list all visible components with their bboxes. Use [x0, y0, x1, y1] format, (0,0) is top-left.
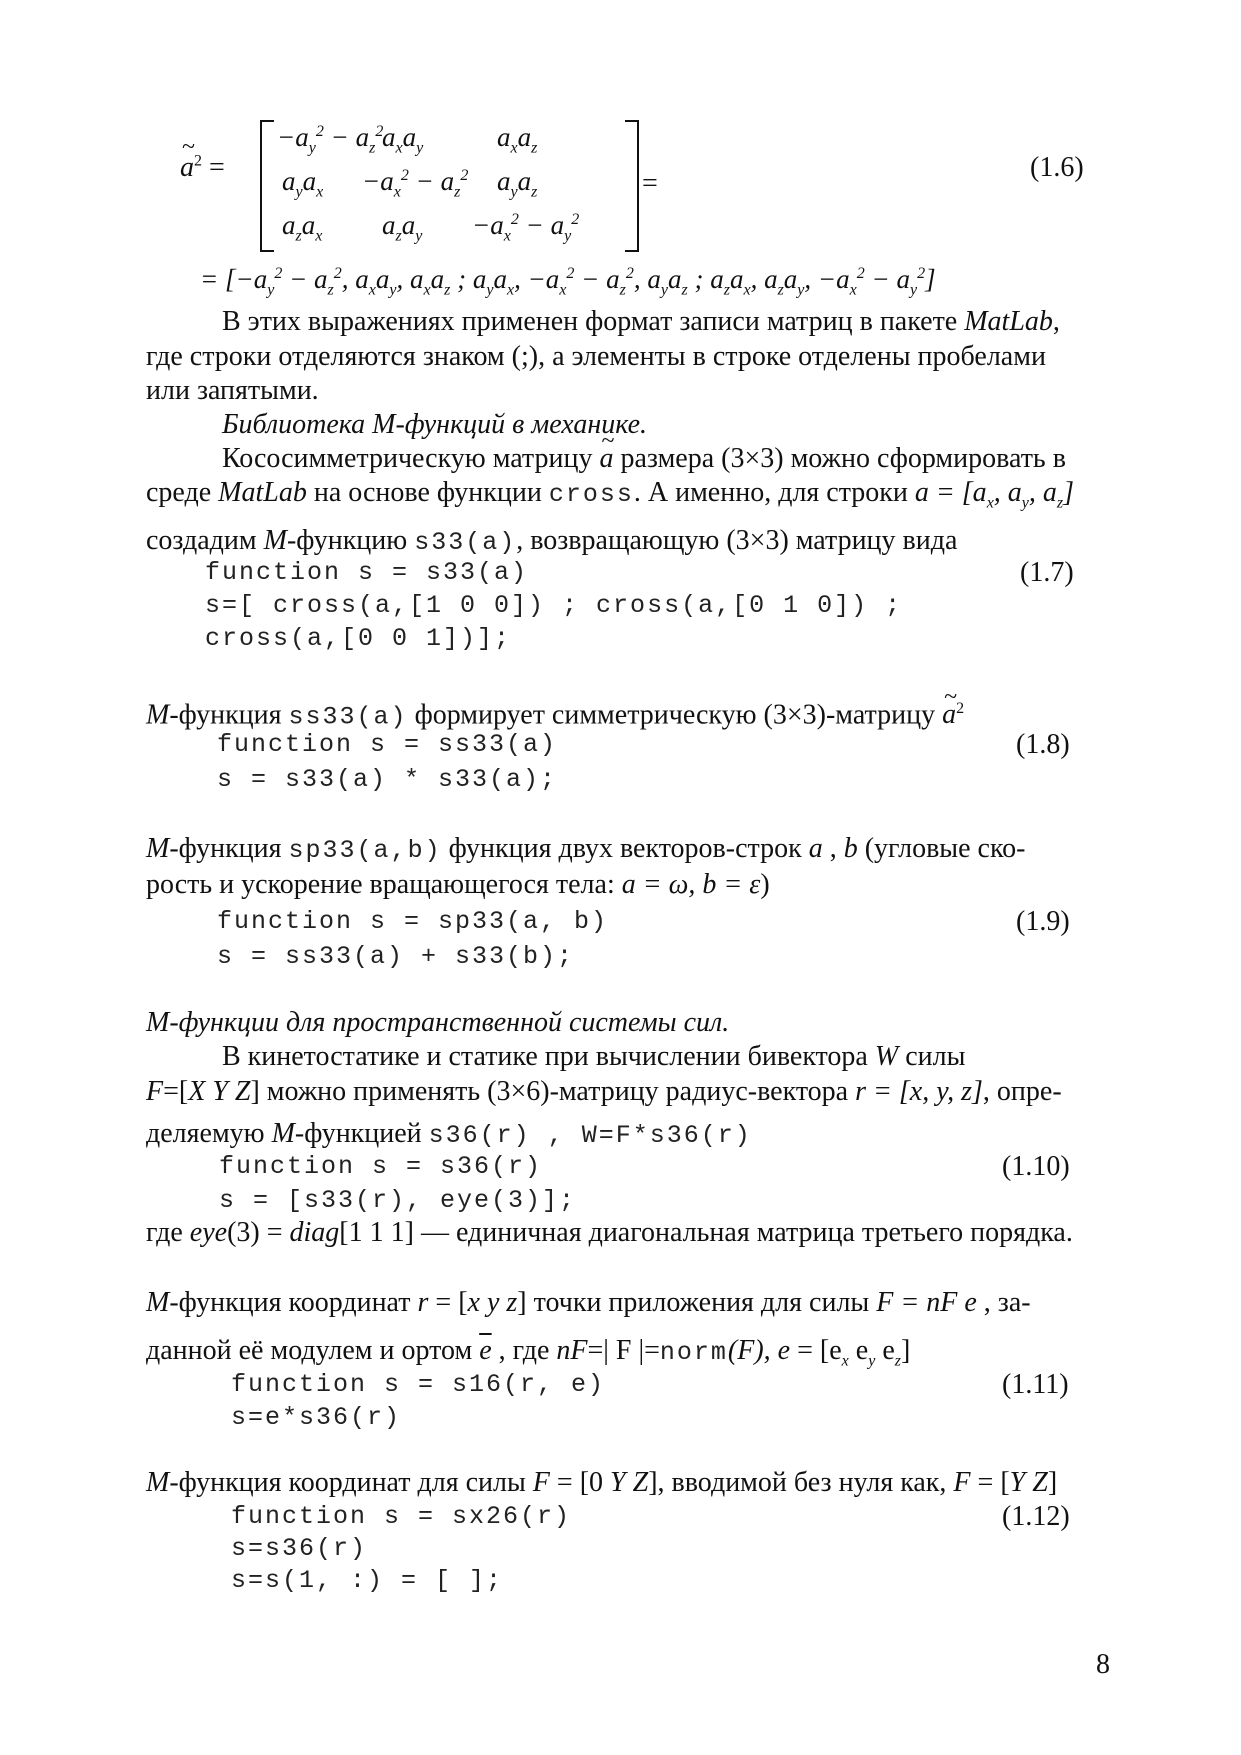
p3-line3: деляемую M-функцией s36(r) , W=F*s36(r) — [146, 1118, 752, 1150]
code-line: function s = s16(r, e) — [231, 1370, 606, 1399]
eq16-matrix — [260, 120, 639, 252]
text-19-line2: рость и ускорение вращающегося тела: a = ω, b = ε) — [146, 869, 770, 900]
matrix-cell: $a_ya_z$ — [497, 166, 538, 201]
p1-line3: или запятыми. — [146, 375, 319, 406]
code-number: (1.12) — [1002, 1501, 1070, 1532]
code-line: s = ss33(a) + s33(b); — [217, 942, 575, 971]
code-line: s = s33(a) * s33(a); — [217, 765, 558, 794]
p1-line2: где строки отделяются знаком (;), а элементы в строке отделены пробелами — [146, 341, 1046, 372]
matrix-cell: $a_ya_x$ — [282, 166, 324, 201]
code-line: function s = s36(r) — [219, 1152, 543, 1181]
text-19-line1: M-функция sp33(a,b) функция двух векторов-строк a , b (угловые ско- — [146, 833, 1026, 865]
eq16-flat: = [$-a_y^2 - a_z^2$, $a_xa_y$, $a_xa_z$ ; $a_ya_x$, $-a_x^2 - a_z^2$, $a_ya_z$ ; $a_za_x$, $a_za_y$, $-a_x^2 - a_y^2$] — [200, 264, 936, 299]
code-line: s=e*s36(r) — [231, 1403, 402, 1432]
matrix-cell: $a_za_y$ — [382, 210, 423, 245]
p1-line1: В этих выражениях применен формат записи матриц в пакете MatLab, — [222, 306, 1060, 337]
code-line: s=[ cross(a,[1 0 0]) ; cross(a,[0 1 0]) ; — [205, 591, 903, 620]
p2-line3: создадим M-функцию s33(a), возвращающую (3×3) матрицу вида — [146, 525, 958, 557]
p2-line2: среде MatLab на основе функции cross. А именно, для строки $a = [a_x$, $a_y$, $a_z$] — [146, 477, 1075, 512]
text-18: M-функция ss33(a) формирует симметрическую (3×3)-матрицу a ~$^2$ — [146, 692, 964, 734]
code-number: (1.9) — [1016, 906, 1070, 937]
code-number: (1.11) — [1002, 1369, 1069, 1400]
p3-line2: F=[X Y Z] можно применять (3×6)-матрицу радиус-вектора r = [x, y, z], опре- — [146, 1076, 1062, 1107]
code-line: s=s(1, :) = [ ]; — [231, 1566, 504, 1595]
code-number: (1.7) — [1020, 557, 1074, 588]
heading-library: Библиотека М-функций в механике. — [222, 409, 648, 440]
p6-line: M-функция координат для силы F = [0 Y Z], вводимой без нуля как, F = [Y Z] — [146, 1467, 1058, 1498]
matrix-cell: $-a_x^2 - a_z^2$ — [362, 166, 469, 201]
matrix-cell: $a_xa_z$ — [497, 122, 538, 157]
code-line: cross(a,[0 0 1])]; — [205, 624, 512, 653]
eq16-equals: = — [642, 168, 658, 199]
code-line: s = [s33(r), eye(3)]; — [219, 1186, 577, 1215]
code-number: (1.8) — [1016, 729, 1070, 760]
code-number: (1.10) — [1002, 1151, 1070, 1182]
matrix-cell: $-a_x^2 - a_y^2$ — [472, 210, 580, 245]
a-tilde: a ~ — [599, 442, 613, 476]
matrix-cell: $a_xa_y$ — [382, 122, 424, 157]
p5-line1: M-функция координат r = [x y z] точки приложения для силы F = nF e , за- — [146, 1287, 1031, 1318]
code-line: function s = sx26(r) — [231, 1502, 572, 1531]
row-vector-a: $a = [a_x$, $a_y$, $a_z$] — [914, 477, 1075, 512]
matrix-cell: $a_za_x$ — [282, 210, 323, 245]
code-line: function s = ss33(a) — [217, 730, 558, 759]
p2-line1: Кососимметрическую матрицу a ~ размера (3×3) можно сформировать в — [222, 442, 1066, 476]
p4-line: где eye(3) = diag[1 1 1] — единичная диагональная матрица третьего порядка. — [146, 1217, 1073, 1248]
code-line: s=s36(r) — [231, 1534, 368, 1563]
heading-spatial-forces: М-функции для пространственной системы сил. — [146, 1007, 730, 1038]
p3-line1: В кинетостатике и статике при вычислении бивектора W силы — [222, 1041, 966, 1072]
page-number: 8 — [1096, 1649, 1110, 1680]
eq16-lhs: a ~$^2$ = — [180, 152, 225, 184]
matrix-cell: $-a_y^2 - a_z^2$ — [277, 122, 384, 157]
eq16-number: (1.6) — [1030, 152, 1084, 183]
code-line: function s = s33(a) — [205, 558, 529, 587]
p5-line2: данной её модулем и ортом $\overline{e}$ , где nF=| F |=norm(F), $e = [e_x$ $e_y$ $e_z$] — [146, 1335, 911, 1370]
code-line: function s = sp33(a, b) — [217, 907, 609, 936]
